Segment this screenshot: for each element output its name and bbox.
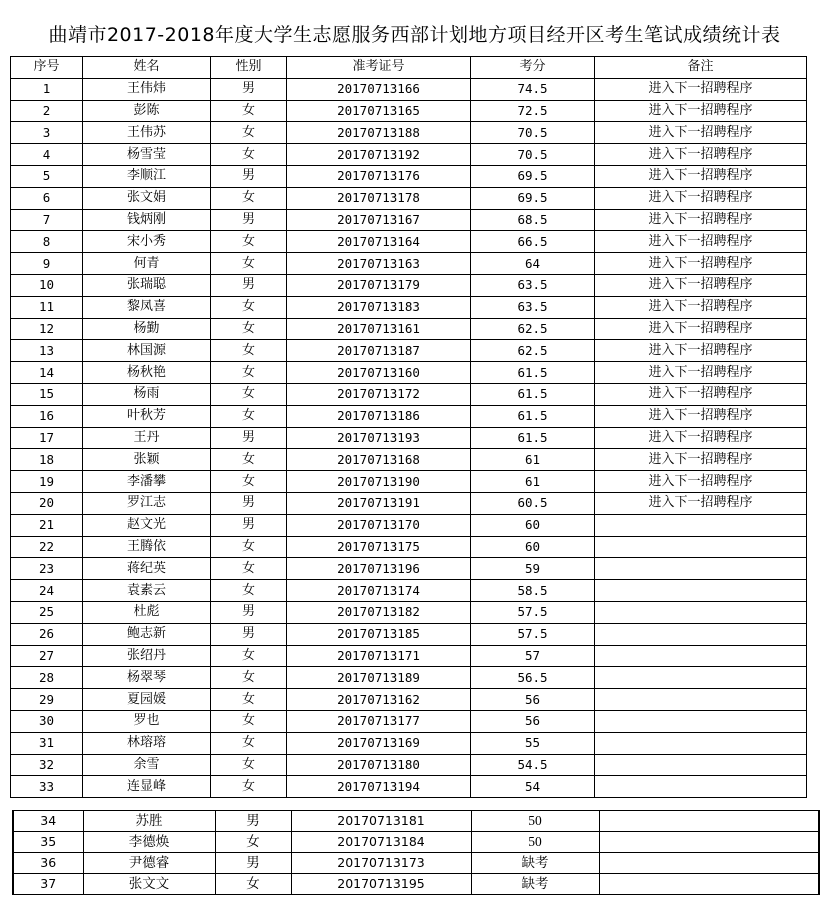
table-row <box>11 253 807 275</box>
cell-gender: 女 <box>211 296 287 318</box>
header-row <box>11 57 807 79</box>
score-table-continued <box>12 810 820 895</box>
cell-seq: 35 <box>13 832 83 853</box>
cell-remark <box>595 776 807 798</box>
cell-name: 钱炳刚 <box>83 209 211 231</box>
cell-name: 彭陈 <box>83 100 211 122</box>
cell-gender: 男 <box>211 165 287 187</box>
table-row <box>11 449 807 471</box>
cell-remark: 进入下一招聘程序 <box>595 340 807 362</box>
cell-exam-id: 20170713165 <box>287 100 471 122</box>
cell-exam-id: 20170713179 <box>287 274 471 296</box>
cell-exam-id: 20170713193 <box>287 427 471 449</box>
cell-seq: 32 <box>11 754 83 776</box>
cell-seq: 2 <box>11 100 83 122</box>
cell-score: 63.5 <box>471 274 595 296</box>
cell-remark: 进入下一招聘程序 <box>595 209 807 231</box>
cell-seq: 14 <box>11 362 83 384</box>
table-row <box>11 471 807 493</box>
cell-seq: 26 <box>11 623 83 645</box>
cell-score: 61 <box>471 471 595 493</box>
cell-name: 赵文光 <box>83 514 211 536</box>
cell-name: 苏胜 <box>83 811 215 832</box>
cell-gender: 男 <box>211 514 287 536</box>
score-table <box>10 56 807 798</box>
cell-exam-id: 20170713160 <box>287 362 471 384</box>
table-row <box>13 874 819 895</box>
cell-score: 60 <box>471 536 595 558</box>
cell-name: 鲍志新 <box>83 623 211 645</box>
cell-seq: 22 <box>11 536 83 558</box>
cell-gender: 女 <box>211 318 287 340</box>
cell-exam-id: 20170713172 <box>287 383 471 405</box>
table-row <box>11 601 807 623</box>
cell-seq: 17 <box>11 427 83 449</box>
cell-remark <box>595 536 807 558</box>
cell-seq: 13 <box>11 340 83 362</box>
cell-name: 王伟苏 <box>83 122 211 144</box>
table-row <box>11 100 807 122</box>
cell-exam-id: 20170713183 <box>287 296 471 318</box>
cell-seq: 20 <box>11 492 83 514</box>
cell-name: 罗江志 <box>83 492 211 514</box>
cell-score: 72.5 <box>471 100 595 122</box>
cell-seq: 9 <box>11 253 83 275</box>
table-row <box>13 832 819 853</box>
cell-gender: 女 <box>211 449 287 471</box>
cell-exam-id: 20170713181 <box>291 811 471 832</box>
cell-score: 64 <box>471 253 595 275</box>
cell-gender: 女 <box>211 471 287 493</box>
cell-exam-id: 20170713167 <box>287 209 471 231</box>
table-row <box>11 558 807 580</box>
cell-score: 74.5 <box>471 78 595 100</box>
cell-remark <box>599 853 819 874</box>
cell-gender: 男 <box>211 492 287 514</box>
cell-seq: 15 <box>11 383 83 405</box>
cell-exam-id: 20170713192 <box>287 144 471 166</box>
cell-name: 李德焕 <box>83 832 215 853</box>
cell-gender: 男 <box>211 427 287 449</box>
cell-name: 夏园媛 <box>83 689 211 711</box>
cell-gender: 女 <box>211 536 287 558</box>
table-row <box>11 318 807 340</box>
cell-score: 61 <box>471 449 595 471</box>
cell-seq: 29 <box>11 689 83 711</box>
column-header-exam-id: 准考证号 <box>287 57 471 79</box>
cell-exam-id: 20170713168 <box>287 449 471 471</box>
column-header-score: 考分 <box>471 57 595 79</box>
cell-name: 叶秋芳 <box>83 405 211 427</box>
cell-exam-id: 20170713171 <box>287 645 471 667</box>
cell-score: 50 <box>471 811 599 832</box>
cell-gender: 男 <box>211 601 287 623</box>
column-header-gender: 性别 <box>211 57 287 79</box>
cell-exam-id: 20170713177 <box>287 710 471 732</box>
cell-exam-id: 20170713161 <box>287 318 471 340</box>
cell-gender: 女 <box>211 253 287 275</box>
cell-score: 69.5 <box>471 187 595 209</box>
cell-seq: 12 <box>11 318 83 340</box>
cell-gender: 女 <box>211 383 287 405</box>
cell-exam-id: 20170713180 <box>287 754 471 776</box>
cell-gender: 女 <box>211 710 287 732</box>
table-row <box>11 187 807 209</box>
table-row <box>11 580 807 602</box>
table-row <box>11 209 807 231</box>
cell-gender: 女 <box>211 645 287 667</box>
cell-name: 张瑞聪 <box>83 274 211 296</box>
cell-score: 54.5 <box>471 754 595 776</box>
cell-name: 张文娟 <box>83 187 211 209</box>
cell-gender: 女 <box>211 754 287 776</box>
cell-score: 57 <box>471 645 595 667</box>
cell-gender: 女 <box>211 144 287 166</box>
cell-gender: 女 <box>211 187 287 209</box>
cell-seq: 1 <box>11 78 83 100</box>
cell-gender: 男 <box>211 274 287 296</box>
cell-name: 黎凤喜 <box>83 296 211 318</box>
cell-exam-id: 20170713184 <box>291 832 471 853</box>
cell-exam-id: 20170713176 <box>287 165 471 187</box>
cell-score: 54 <box>471 776 595 798</box>
cell-gender: 女 <box>211 340 287 362</box>
cell-seq: 24 <box>11 580 83 602</box>
cell-exam-id: 20170713189 <box>287 667 471 689</box>
cell-exam-id: 20170713178 <box>287 187 471 209</box>
cell-name: 尹德睿 <box>83 853 215 874</box>
cell-remark: 进入下一招聘程序 <box>595 253 807 275</box>
cell-remark <box>599 832 819 853</box>
cell-score: 59 <box>471 558 595 580</box>
cell-exam-id: 20170713196 <box>287 558 471 580</box>
cell-score: 61.5 <box>471 405 595 427</box>
table-row <box>11 645 807 667</box>
cell-exam-id: 20170713173 <box>291 853 471 874</box>
cell-exam-id: 20170713166 <box>287 78 471 100</box>
cell-remark <box>595 754 807 776</box>
cell-seq: 6 <box>11 187 83 209</box>
cell-seq: 28 <box>11 667 83 689</box>
table-row <box>11 274 807 296</box>
cell-remark: 进入下一招聘程序 <box>595 78 807 100</box>
cell-score: 60 <box>471 514 595 536</box>
cell-exam-id: 20170713170 <box>287 514 471 536</box>
cell-name: 杨勤 <box>83 318 211 340</box>
cell-exam-id: 20170713174 <box>287 580 471 602</box>
cell-score: 56.5 <box>471 667 595 689</box>
cell-remark: 进入下一招聘程序 <box>595 122 807 144</box>
cell-remark <box>595 645 807 667</box>
cell-name: 袁素云 <box>83 580 211 602</box>
cell-score: 61.5 <box>471 383 595 405</box>
cell-gender: 男 <box>211 209 287 231</box>
cell-seq: 36 <box>13 853 83 874</box>
cell-remark: 进入下一招聘程序 <box>595 449 807 471</box>
cell-seq: 3 <box>11 122 83 144</box>
table-row <box>11 362 807 384</box>
cell-score: 56 <box>471 710 595 732</box>
cell-remark: 进入下一招聘程序 <box>595 318 807 340</box>
column-header-name: 姓名 <box>83 57 211 79</box>
cell-remark <box>599 811 819 832</box>
cell-exam-id: 20170713163 <box>287 253 471 275</box>
cell-name: 杨翠琴 <box>83 667 211 689</box>
cell-seq: 34 <box>13 811 83 832</box>
table-row <box>11 623 807 645</box>
table-row <box>11 514 807 536</box>
cell-remark <box>595 558 807 580</box>
table-row <box>11 165 807 187</box>
cell-remark <box>595 601 807 623</box>
table-row <box>11 492 807 514</box>
cell-remark: 进入下一招聘程序 <box>595 165 807 187</box>
cell-name: 杜彪 <box>83 601 211 623</box>
cell-exam-id: 20170713187 <box>287 340 471 362</box>
cell-remark: 进入下一招聘程序 <box>595 405 807 427</box>
table-row <box>11 383 807 405</box>
cell-gender: 女 <box>211 231 287 253</box>
cell-score: 70.5 <box>471 122 595 144</box>
cell-exam-id: 20170713188 <box>287 122 471 144</box>
cell-name: 杨秋艳 <box>83 362 211 384</box>
column-header-seq: 序号 <box>11 57 83 79</box>
cell-remark <box>595 623 807 645</box>
cell-score: 55 <box>471 732 595 754</box>
table-row <box>13 853 819 874</box>
cell-gender: 男 <box>211 78 287 100</box>
cell-seq: 37 <box>13 874 83 895</box>
cell-remark <box>595 580 807 602</box>
cell-remark: 进入下一招聘程序 <box>595 296 807 318</box>
cell-score: 58.5 <box>471 580 595 602</box>
cell-gender: 男 <box>215 853 291 874</box>
table-row <box>11 710 807 732</box>
cell-remark: 进入下一招聘程序 <box>595 144 807 166</box>
cell-exam-id: 20170713162 <box>287 689 471 711</box>
cell-name: 杨雪莹 <box>83 144 211 166</box>
cell-seq: 33 <box>11 776 83 798</box>
cell-remark: 进入下一招聘程序 <box>595 362 807 384</box>
cell-remark: 进入下一招聘程序 <box>595 187 807 209</box>
cell-gender: 女 <box>211 405 287 427</box>
cell-seq: 27 <box>11 645 83 667</box>
cell-score: 缺考 <box>471 853 599 874</box>
table-row <box>11 427 807 449</box>
cell-gender: 女 <box>215 832 291 853</box>
cell-score: 66.5 <box>471 231 595 253</box>
cell-exam-id: 20170713164 <box>287 231 471 253</box>
table-row <box>11 689 807 711</box>
cell-remark <box>595 667 807 689</box>
table-row <box>11 231 807 253</box>
table-row <box>11 296 807 318</box>
cell-gender: 女 <box>211 776 287 798</box>
cell-remark <box>595 689 807 711</box>
cell-seq: 10 <box>11 274 83 296</box>
cell-seq: 31 <box>11 732 83 754</box>
cell-exam-id: 20170713169 <box>287 732 471 754</box>
cell-gender: 女 <box>211 580 287 602</box>
cell-remark <box>599 874 819 895</box>
cell-name: 余雪 <box>83 754 211 776</box>
cell-remark: 进入下一招聘程序 <box>595 492 807 514</box>
table-row <box>11 754 807 776</box>
cell-seq: 21 <box>11 514 83 536</box>
table-row <box>11 78 807 100</box>
cell-score: 56 <box>471 689 595 711</box>
cell-name: 林瑢瑢 <box>83 732 211 754</box>
cell-seq: 23 <box>11 558 83 580</box>
table-row <box>11 536 807 558</box>
cell-exam-id: 20170713191 <box>287 492 471 514</box>
cell-seq: 7 <box>11 209 83 231</box>
cell-seq: 25 <box>11 601 83 623</box>
cell-score: 63.5 <box>471 296 595 318</box>
cell-remark: 进入下一招聘程序 <box>595 100 807 122</box>
cell-exam-id: 20170713190 <box>287 471 471 493</box>
cell-remark: 进入下一招聘程序 <box>595 427 807 449</box>
cell-score: 68.5 <box>471 209 595 231</box>
cell-name: 王腾依 <box>83 536 211 558</box>
cell-score: 57.5 <box>471 601 595 623</box>
cell-seq: 5 <box>11 165 83 187</box>
cell-gender: 女 <box>211 558 287 580</box>
cell-score: 61.5 <box>471 427 595 449</box>
cell-name: 张颖 <box>83 449 211 471</box>
cell-remark <box>595 710 807 732</box>
cell-score: 70.5 <box>471 144 595 166</box>
cell-remark <box>595 514 807 536</box>
cell-exam-id: 20170713195 <box>291 874 471 895</box>
cell-score: 62.5 <box>471 340 595 362</box>
column-header-remark: 备注 <box>595 57 807 79</box>
cell-gender: 女 <box>211 362 287 384</box>
cell-exam-id: 20170713182 <box>287 601 471 623</box>
cell-name: 何青 <box>83 253 211 275</box>
cell-name: 宋小秀 <box>83 231 211 253</box>
cell-exam-id: 20170713185 <box>287 623 471 645</box>
cell-gender: 女 <box>211 732 287 754</box>
cell-remark: 进入下一招聘程序 <box>595 231 807 253</box>
table-row <box>11 732 807 754</box>
cell-score: 57.5 <box>471 623 595 645</box>
cell-seq: 11 <box>11 296 83 318</box>
table-row <box>11 144 807 166</box>
table-row <box>13 811 819 832</box>
cell-gender: 男 <box>211 623 287 645</box>
table-row <box>11 405 807 427</box>
cell-score: 61.5 <box>471 362 595 384</box>
table-row <box>11 667 807 689</box>
cell-seq: 18 <box>11 449 83 471</box>
cell-score: 50 <box>471 832 599 853</box>
cell-seq: 19 <box>11 471 83 493</box>
cell-remark: 进入下一招聘程序 <box>595 274 807 296</box>
cell-seq: 16 <box>11 405 83 427</box>
cell-remark <box>595 732 807 754</box>
cell-remark: 进入下一招聘程序 <box>595 383 807 405</box>
page-title: 曲靖市2017-2018年度大学生志愿服务西部计划地方项目经开区考生笔试成绩统计表 <box>48 24 781 46</box>
cell-score: 62.5 <box>471 318 595 340</box>
cell-name: 张文文 <box>83 874 215 895</box>
cell-gender: 女 <box>215 874 291 895</box>
cell-exam-id: 20170713194 <box>287 776 471 798</box>
table-row <box>11 340 807 362</box>
cell-name: 蒋纪英 <box>83 558 211 580</box>
table-row <box>11 776 807 798</box>
cell-gender: 女 <box>211 667 287 689</box>
cell-name: 张绍丹 <box>83 645 211 667</box>
cell-exam-id: 20170713186 <box>287 405 471 427</box>
cell-name: 李潘攀 <box>83 471 211 493</box>
cell-score: 60.5 <box>471 492 595 514</box>
cell-gender: 男 <box>215 811 291 832</box>
cell-seq: 30 <box>11 710 83 732</box>
cell-exam-id: 20170713175 <box>287 536 471 558</box>
cell-name: 王丹 <box>83 427 211 449</box>
cell-name: 王伟炜 <box>83 78 211 100</box>
cell-name: 罗也 <box>83 710 211 732</box>
cell-seq: 4 <box>11 144 83 166</box>
cell-score: 缺考 <box>471 874 599 895</box>
cell-remark: 进入下一招聘程序 <box>595 471 807 493</box>
cell-seq: 8 <box>11 231 83 253</box>
cell-name: 连显峰 <box>83 776 211 798</box>
cell-gender: 女 <box>211 122 287 144</box>
cell-name: 杨雨 <box>83 383 211 405</box>
cell-score: 69.5 <box>471 165 595 187</box>
cell-name: 李顺江 <box>83 165 211 187</box>
cell-name: 林国源 <box>83 340 211 362</box>
table-row <box>11 122 807 144</box>
cell-gender: 女 <box>211 689 287 711</box>
cell-gender: 女 <box>211 100 287 122</box>
